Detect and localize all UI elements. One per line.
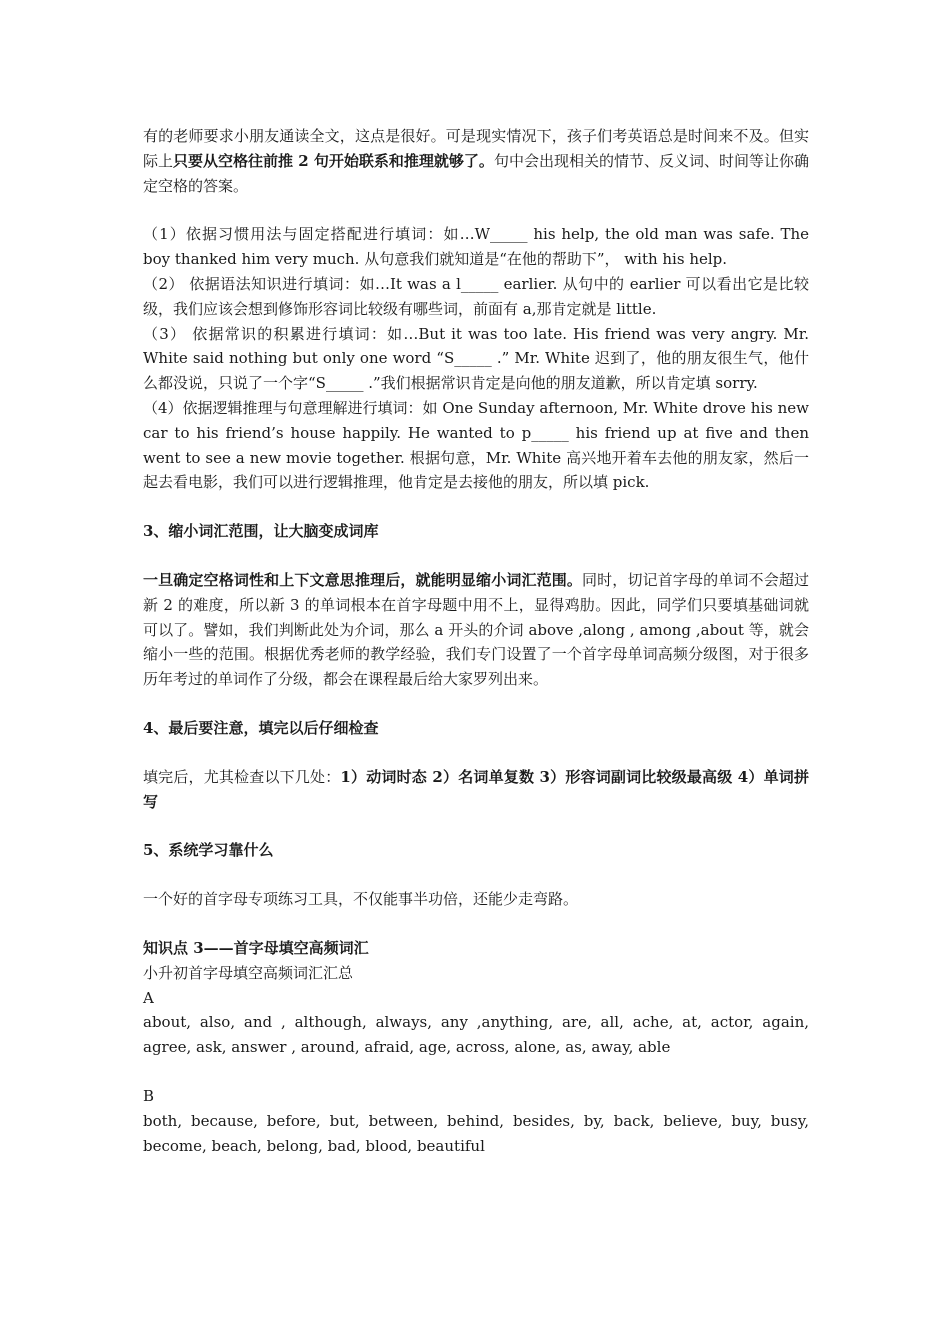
spacer: [143, 912, 809, 936]
intro-emphasis: 只要从空格往前推 2 句开始联系和推理就够了。: [173, 151, 494, 170]
letter-group-b-label: B: [143, 1086, 155, 1105]
section-5-heading: 5、系统学习靠什么: [143, 841, 274, 860]
spacer: [143, 814, 809, 838]
letter-group-a-words: about, also, and , although, always, any ,anything, are, all, ache, at, actor, again, agree, ask, answer , around, afraid, age, across, alone, as, away, able: [143, 1013, 809, 1057]
letter-group-a-label: A: [143, 988, 154, 1007]
section-4-heading: 4、最后要注意，填完以后仔细检查: [143, 718, 379, 737]
section-4-lead: 填完后，尤其检查以下几处：: [143, 767, 341, 786]
intro-text: 有的老师要求小朋友通读全文，这点是很好。可是现实情况下，孩子们考英语总是时间来不及。但实际上: [143, 127, 809, 170]
section-3-text: 同时，切记首字母的单词不会超过新 2 的难度，所以新 3 的单词根本在首字母题中用不上，显得鸡肋。因此，同学们只要填基础词就可以了。譬如，我们判断此处为介词，那么 a 开头的介词 above ,along , among ,about 等，就会缩小一些的范围。根据优秀老师的教学经验，我们专门设置了一个首字母单词高频分级图，对于很多历年考过的单词作了分级，都会在课程最后给大家罗列出来。: [143, 570, 809, 689]
spacer: [143, 863, 809, 887]
spacer: [143, 544, 809, 568]
method-3: （3） 依据常识的积累进行填词：如…But it was too late. His friend was very angry. Mr. White said nothing but only one word “S_____ .” Mr. White 迟到了，他的朋友很生气，他什么都没说，只说了一个字“S_____ .”我们根据常识肯定是向他的朋友道歉，所以肯定填 sorry.: [143, 324, 809, 393]
section-4-paragraph: [143, 765, 809, 815]
section-3-paragraph: [143, 568, 809, 692]
section-4-checklist: 1）动词时态 2）名词单复数 3）形容词副词比较级最高级 4）单词拼写: [143, 767, 809, 811]
method-2: （2） 依据语法知识进行填词：如…It was a l_____ earlier. 从句中的 earlier 可以看出它是比较级，我们应该会想到修饰形容词比较级有哪些词，前面有 a,那肯定就是 little.: [143, 274, 809, 318]
spacer: [143, 198, 809, 222]
intro-text-end: 句中会出现相关的情节、反义词、时间等让你确定空格的答案。: [143, 151, 809, 195]
spacer: [143, 1060, 809, 1084]
method-4: （4）依据逻辑推理与句意理解进行填词：如 One Sunday afternoon, Mr. White drove his new car to his friend’s house happily. He wanted to p_____ his friend up at five and then went to see a new movie together. 根据句意，Mr. White 高兴地开着车去他的朋友家，然后一起去看电影，我们可以进行逻辑推理，他肯定是去接他的朋友，所以填 pick.: [143, 398, 809, 492]
spacer: [143, 692, 809, 716]
section-3-emphasis: 一旦确定空格词性和上下文意思推理后，就能明显缩小词汇范围。: [143, 570, 583, 589]
section-3-heading: 3、缩小词汇范围，让大脑变成词库: [143, 522, 379, 541]
knowledge-subtitle: 小升初首字母填空高频词汇汇总: [143, 963, 354, 982]
section-5-paragraph: 一个好的首字母专项练习工具，不仅能事半功倍，还能少走弯路。: [143, 890, 579, 909]
document-body: [143, 124, 809, 1158]
knowledge-heading: 知识点 3——首字母填空高频词汇: [143, 938, 369, 957]
spacer: [143, 741, 809, 765]
spacer: [143, 495, 809, 519]
intro-paragraph: [143, 124, 809, 198]
letter-group-b-words: both, because, before, but, between, behind, besides, by, back, believe, buy, busy, become, beach, belong, bad, blood, beautiful: [143, 1111, 809, 1155]
method-1: （1）依据习惯用法与固定搭配进行填词：如…W_____ his help, the old man was safe. The boy thanked him very much. 从句意我们就知道是“在他的帮助下”， with his help.: [143, 225, 809, 269]
